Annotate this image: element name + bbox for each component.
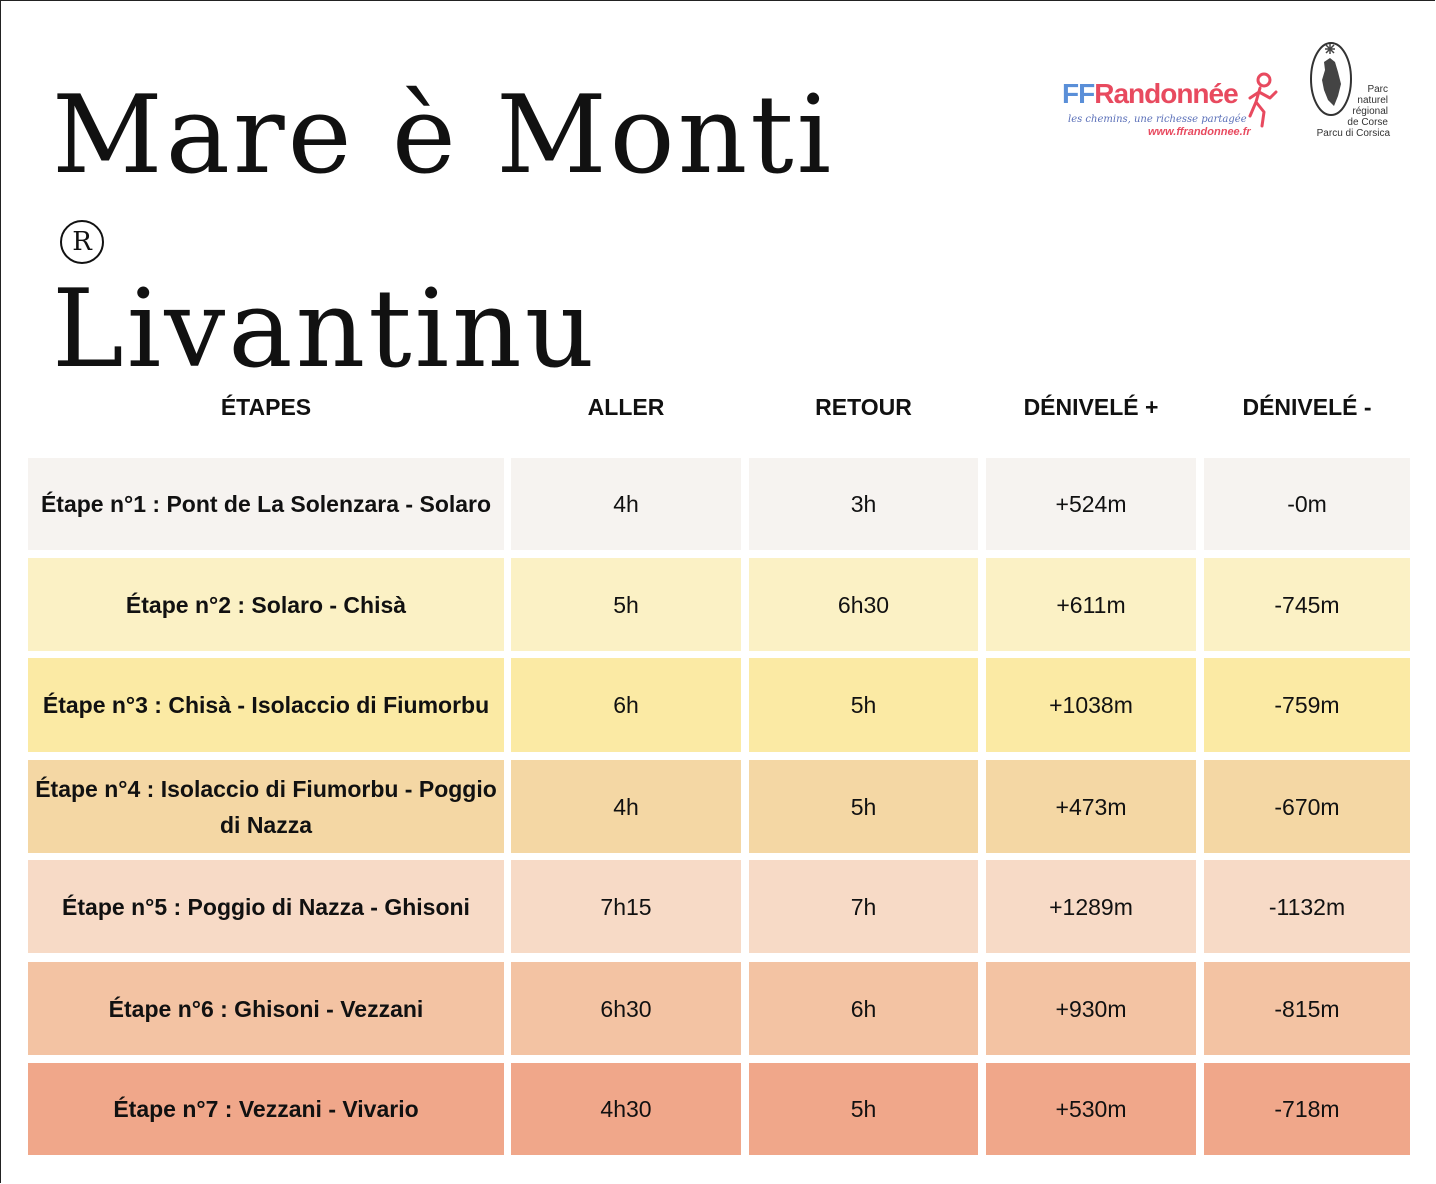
parc-line-1: Parc — [1367, 84, 1388, 95]
denivele-plus-cell: +530m — [986, 1063, 1196, 1155]
ffr-tagline: les chemins, une richesse partagée — [1068, 114, 1247, 125]
denivele-minus-cell: -0m — [1204, 458, 1410, 550]
retour-cell: 6h30 — [749, 558, 978, 651]
parc-line-5: Parcu di Corsica — [1316, 128, 1390, 139]
denivele-plus-cell: +473m — [986, 760, 1196, 853]
retour-cell: 5h — [749, 1063, 978, 1155]
denivele-minus-cell: -718m — [1204, 1063, 1410, 1155]
parc-line-4: de Corse — [1347, 117, 1388, 128]
denivele-plus-cell: +611m — [986, 558, 1196, 651]
stage-cell: Étape n°1 : Pont de La Solenzara - Solaro — [28, 458, 504, 550]
denivele-plus-cell: +930m — [986, 962, 1196, 1055]
parc-corse-logo — [1300, 40, 1392, 150]
aller-cell: 4h30 — [511, 1063, 741, 1155]
title-text-1: Mare è Monti — [52, 73, 835, 198]
stage-cell: Étape n°3 : Chisà - Isolaccio di Fiumorbu — [28, 658, 504, 752]
denivele-minus-cell: -745m — [1204, 558, 1410, 651]
denivele-plus-cell: +1289m — [986, 860, 1196, 953]
stage-cell: Étape n°2 : Solaro - Chisà — [28, 558, 504, 651]
aller-cell: 6h30 — [511, 962, 741, 1055]
parc-line-3: régional — [1352, 106, 1388, 117]
ffrandonnee-logo — [1062, 68, 1284, 148]
ffr-prefix: FF — [1062, 78, 1095, 109]
ffrandonnee-wordmark — [1062, 78, 1238, 110]
denivele-plus-cell: +524m — [986, 458, 1196, 550]
aller-cell: 5h — [511, 558, 741, 651]
parc-text — [1317, 84, 1388, 139]
header-etapes: ÉTAPES — [220, 394, 312, 420]
page-title — [52, 70, 834, 396]
retour-cell: 5h — [749, 760, 978, 853]
stage-cell: Étape n°7 : Vezzani - Vivario — [28, 1063, 504, 1155]
retour-cell: 6h — [749, 962, 978, 1055]
denivele-plus-cell: +1038m — [986, 658, 1196, 752]
retour-cell: 7h — [749, 860, 978, 953]
denivele-minus-cell: -1132m — [1204, 860, 1410, 953]
registered-mark: R — [60, 220, 104, 264]
aller-cell: 7h15 — [511, 860, 741, 953]
aller-cell: 4h — [511, 458, 741, 550]
header-aller: ALLER — [587, 394, 665, 420]
title-line-2: Livantinu — [52, 267, 598, 392]
parc-line-2: naturel — [1357, 95, 1388, 106]
aller-cell: 4h — [511, 760, 741, 853]
header-denivele-plus: DÉNIVELÉ + — [1023, 394, 1159, 420]
retour-cell: 3h — [749, 458, 978, 550]
denivele-minus-cell: -759m — [1204, 658, 1410, 752]
ffr-rest: Randonnée — [1094, 78, 1238, 109]
stage-cell: Étape n°6 : Ghisoni - Vezzani — [28, 962, 504, 1055]
header-denivele-minus: DÉNIVELÉ - — [1242, 394, 1372, 420]
stage-cell: Étape n°4 : Isolaccio di Fiumorbu - Poggio di Nazza — [28, 760, 504, 853]
hiker-figure-icon — [1246, 72, 1278, 128]
denivele-minus-cell: -670m — [1204, 760, 1410, 853]
title-line-1 — [52, 70, 834, 264]
aller-cell: 6h — [511, 658, 741, 752]
header-retour: RETOUR — [815, 394, 912, 420]
retour-cell: 5h — [749, 658, 978, 752]
stage-cell: Étape n°5 : Poggio di Nazza - Ghisoni — [28, 860, 504, 953]
ffr-url: www.ffrandonnee.fr — [1148, 126, 1251, 138]
denivele-minus-cell: -815m — [1204, 962, 1410, 1055]
